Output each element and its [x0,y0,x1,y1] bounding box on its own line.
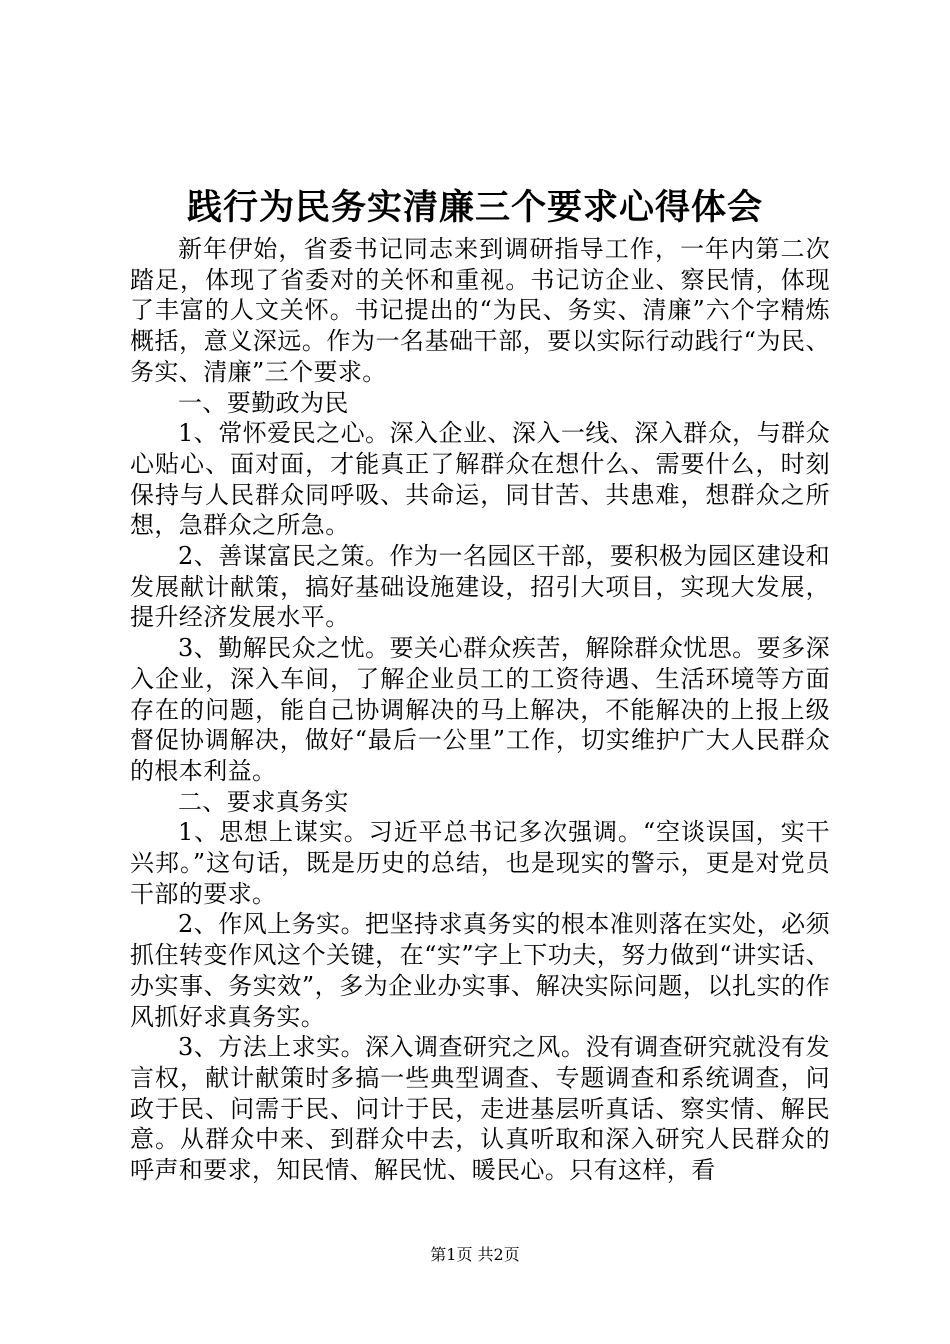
paragraph-2-1: 1、思想上谋实。习近平总书记多次强调。“空谈误国，实干兴邦。”这句话，既是历史的总结，也是现实的警示，更是对党员干部的要求。 [130,818,830,908]
document-title: 践行为民务实清廉三个要求心得体会 [186,187,763,228]
paragraph-1-2: 2、善谋富民之策。作为一名园区干部，要积极为园区建设和发展献计献策，搞好基础设施建设，招引大项目，实现大发展，提升经济发展水平。 [130,542,830,632]
section-heading-1: 一、要勤政为民 [178,388,349,417]
section-heading-2: 二、要求真务实 [178,787,349,816]
paragraph-1-1: 1、常怀爱民之心。深入企业、深入一线、深入群众，与群众心贴心、面对面，才能真正了解群众在想什么、需要什么，时刻保持与人民群众同呼吸、共命运，同甘苦、共患难，想群众之所想，急群众之所急。 [130,419,830,540]
document-body [130,234,830,1186]
paragraph-2-2: 2、作风上务实。把坚持求真务实的根本准则落在实处，必须抓住转变作风这个关键，在“实”字上下功夫，努力做到“讲实话、办实事、务实效”，多为企业办实事、解决实际问题，以扎实的作风抓好求真务实。 [130,910,830,1031]
paragraph-intro: 新年伊始，省委书记同志来到调研指导工作，一年内第二次踏足，体现了省委对的关怀和重视。书记访企业、察民情，体现了丰富的人文关怀。书记提出的“为民、务实、清廉”六个字精炼概括，意义深远。作为一名基础干部，要以实际行动践行“为民、务实、清廉”三个要求。 [130,235,830,386]
paragraph-1-3: 3、勤解民众之忧。要关心群众疾苦，解除群众忧思。要多深入企业，深入车间，了解企业员工的工资待遇、生活环境等方面存在的问题，能自己协调解决的马上解决，不能解决的上报上级督促协调解决，做好“最后一公里”工作，切实维护广大人民群众的根本利益。 [130,634,830,785]
page-footer: 第1页 共2页 [430,1245,520,1264]
paragraph-2-3: 3、方法上求实。深入调查研究之风。没有调查研究就没有发言权，献计献策时多搞一些典型调查、专题调查和系统调查，问政于民、问需于民、问计于民，走进基层听真话、察实情、解民意。从群众中来、到群众中去，认真听取和深入研究人民群众的呼声和要求，知民情、解民忧、暖民心。只有这样，看 [130,1033,830,1185]
